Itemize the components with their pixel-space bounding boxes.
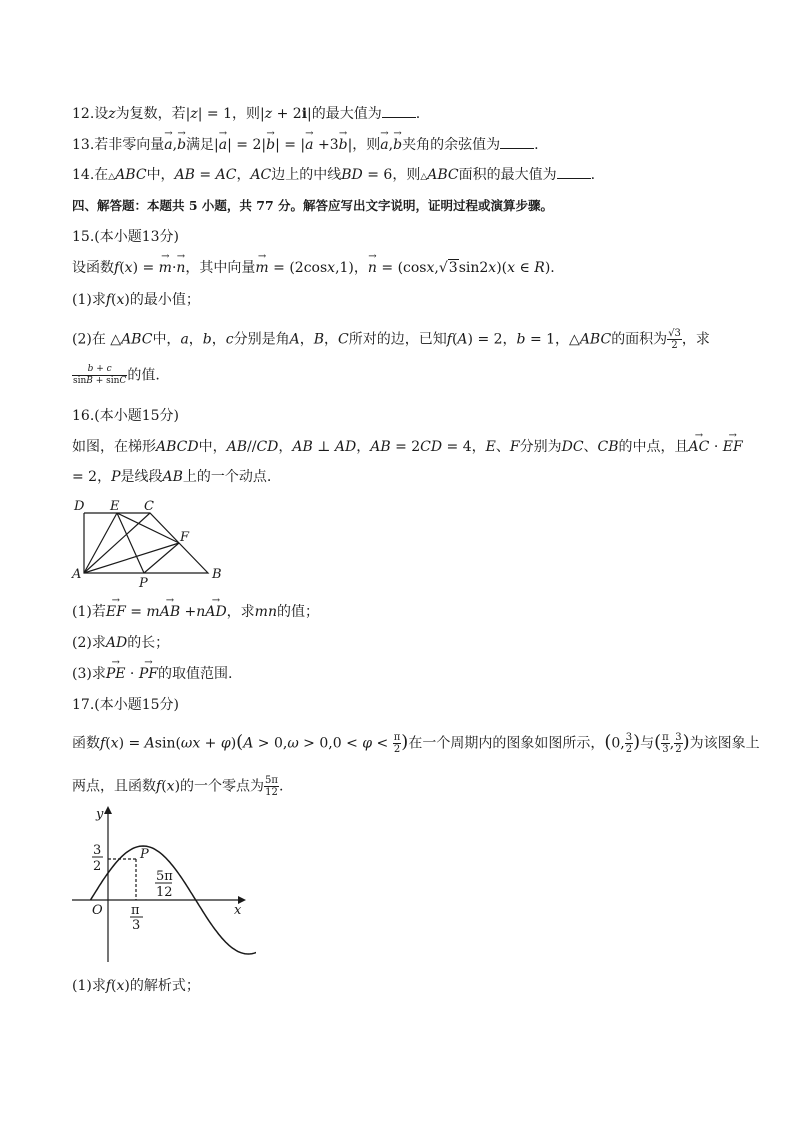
q15-stem: 设函数f(x) = → m·→ n，其中向量→ m = (2cosx,1)，→ n = (cosx,√3sin2x)(x ∈ R).	[72, 259, 555, 277]
label-five-pi: 5π	[156, 869, 173, 884]
question-14: 14.在△ABC中，AB = AC，AC边上的中线BD = 6，则△ABC面积的最大值为 .	[72, 167, 596, 183]
q16-part3: (3)求→ PE · → PF的取值范围.	[72, 665, 232, 683]
q12-number: 12.	[72, 106, 95, 122]
answer-blank	[382, 105, 416, 118]
label-pi: π	[131, 903, 140, 918]
label-a: A	[72, 567, 82, 582]
label-y: y	[96, 807, 104, 822]
q16-stem-cont: = 2，P是线段AB上的一个动点.	[72, 469, 272, 485]
q17-stem: 函数f(x) = Asin(ωx + φ)(A > 0,ω > 0,0 < φ < $\frac{\pi}{2}$ )在一个周期内的图象如图所示，(0, $\frac{3}{2}$ )与( $\frac{\pi}{3}$ , $\frac{3}{2}$ )为该图象上	[72, 731, 760, 755]
question-13: 13.若非零向量→ a,→ b满足|→ a| = 2|→ b| = |→ a +3→ b|，则→ a,→ b夹角的余弦值为 .	[72, 136, 539, 154]
label-p: P	[140, 847, 149, 862]
segment-ef	[117, 513, 179, 543]
trapezoid-figure	[70, 493, 230, 593]
q16-header: 16.(本小题15分)	[72, 408, 180, 424]
label-b: B	[212, 567, 222, 582]
q15-part2-cont: $\frac{b + c}{\sin B + \sin C}$ 的值.	[73, 364, 160, 386]
answer-blank	[557, 166, 591, 179]
q17-header: 17.(本小题15分)	[72, 697, 180, 713]
question-12: 12.设z为复数，若|z| = 1，则|z + 2i|的最大值为 .	[72, 106, 421, 122]
q16-part2: (2)求AD的长；	[72, 635, 170, 651]
label-twelve: 12	[156, 885, 173, 900]
label-d: D	[74, 499, 85, 514]
q15-part2: (2)在 △ABC中，a，b，c分别是角A，B，C所对的边，已知f(A) = 2，b = 1，△ABC的面积为 $\frac{√3}{2}$ ，求	[72, 328, 710, 351]
label-two: 2	[93, 859, 102, 874]
label-p: P	[139, 576, 148, 591]
label-c: C	[144, 499, 154, 514]
q15-header: 15.(本小题13分)	[72, 229, 180, 245]
label-e: E	[110, 499, 120, 514]
trapezoid-outline	[84, 513, 208, 573]
q16-part1: (1)若→ EF = m→ AB +n→ AD，求mn的值；	[72, 603, 319, 621]
q17-part1: (1)求f(x)的解析式；	[72, 978, 200, 994]
q15-part1: (1)求f(x)的最小值；	[72, 292, 200, 308]
label-f: F	[180, 530, 190, 545]
label-o: O	[92, 903, 103, 918]
q17-stem-cont: 两点，且函数f(x)的一个零点为 $\frac{5\pi}{12}$ .	[72, 775, 284, 798]
q16-stem: 如图，在梯形ABCD中，AB//CD，AB ⊥ AD，AB = 2CD = 4，E、F分别为DC、CB的中点，且→ AC · → EF	[72, 438, 743, 456]
segment-pf	[144, 543, 179, 573]
answer-blank	[500, 136, 534, 149]
label-three-b: 3	[132, 918, 141, 933]
section-4-title: 四、解答题：本题共 5 小题，共 77 分。解答应写出文字说明，证明过程或演算步骤。	[72, 198, 554, 213]
label-x: x	[234, 903, 242, 918]
y-arrow-icon	[104, 806, 112, 814]
label-three: 3	[93, 843, 102, 858]
sine-graph	[66, 800, 256, 970]
